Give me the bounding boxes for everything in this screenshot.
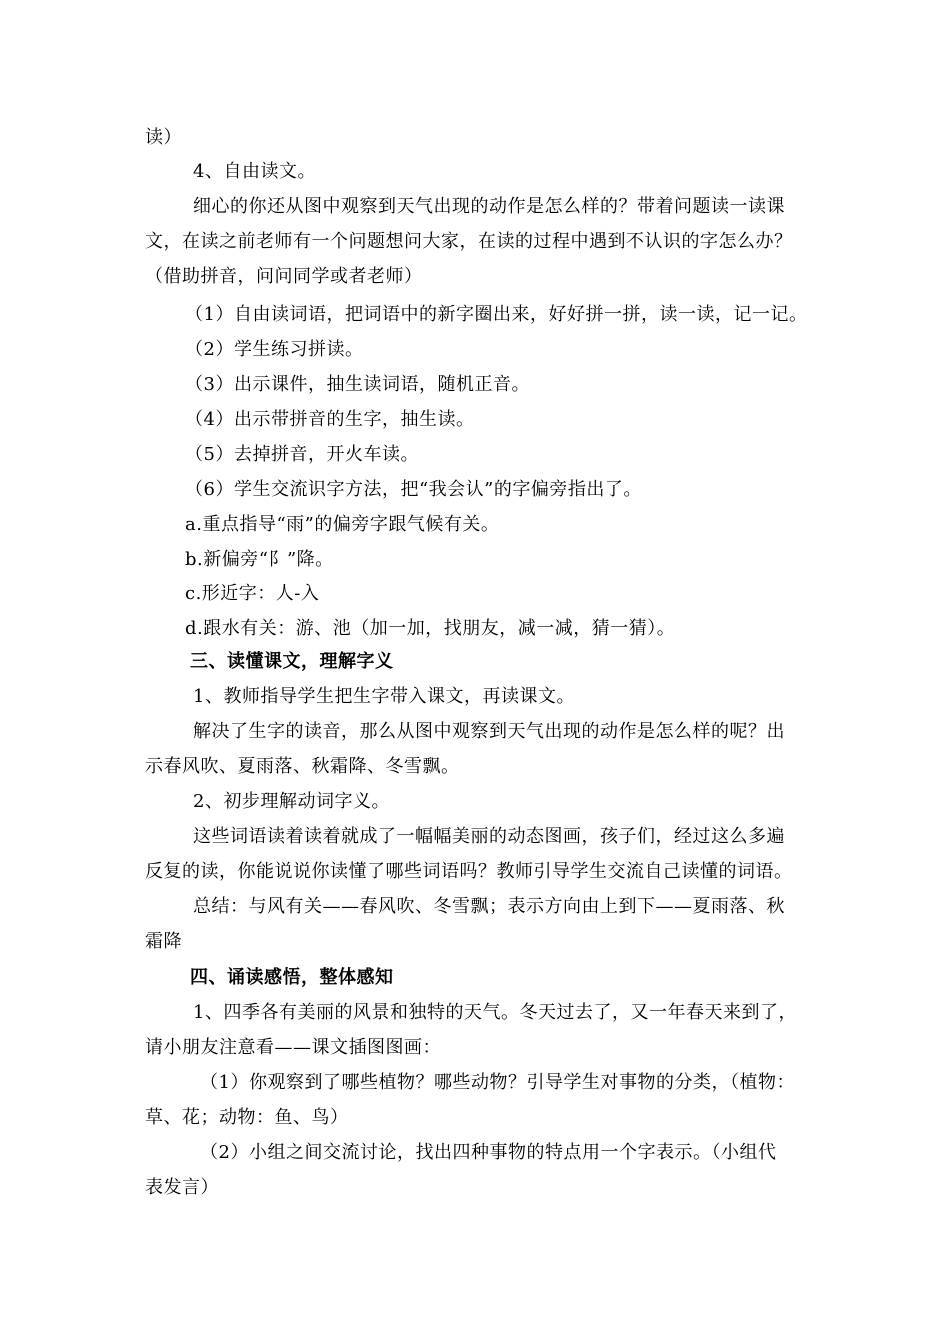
- paragraph-line: 示春风吹、夏雨落、秋霜降、冬雪飘。: [145, 756, 460, 777]
- paragraph-line: 细心的你还从图中观察到天气出现的动作是怎么样的？带着问题读一读课: [193, 196, 785, 217]
- list-item: 草、花；动物：鱼、鸟）: [145, 1107, 349, 1128]
- list-item: （2）学生练习拼读。: [185, 339, 364, 360]
- paragraph-line: 反复的读，你能说说你读懂了哪些词语吗？教师引导学生交流自己读懂的词语。: [145, 861, 793, 882]
- list-item: （4）出示带拼音的生字，抽生读。: [185, 409, 475, 430]
- section-heading: 三、读懂课文，理解字义: [190, 651, 394, 672]
- paragraph-line: 解决了生字的读音，那么从图中观察到天气出现的动作是怎么样的呢？出: [193, 721, 785, 742]
- list-item: （3）出示课件，抽生读词语，随机正音。: [185, 374, 530, 395]
- paragraph-line: （借助拼音，问问同学或者老师）: [145, 266, 423, 287]
- list-item: 表发言）: [145, 1177, 219, 1198]
- paragraph-line: 这些词语读着读着就成了一幅幅美丽的动态图画，孩子们，经过这么多遍: [193, 826, 785, 847]
- sub-list-item: b.新偏旁“阝”降。: [185, 549, 334, 570]
- paragraph-line: 请小朋友注意看——课文插图图画：: [145, 1037, 441, 1058]
- text-line: 4、自由读文。: [193, 161, 316, 182]
- sub-list-item: c.形近字：人-入: [185, 583, 320, 604]
- paragraph-line: 1、教师指导学生把生字带入课文，再读课文。: [193, 686, 575, 707]
- paragraph-line: 1、四季各有美丽的风景和独特的天气。冬天过去了，又一年春天来到了，: [193, 1002, 797, 1023]
- paragraph-line: 霜降: [145, 931, 182, 952]
- paragraph-line: 文，在读之前老师有一个问题想问大家，在读的过程中遇到不认识的字怎么办？: [145, 231, 793, 252]
- list-item: （2）小组之间交流讨论，找出四种事物的特点用一个字表示。（小组代: [200, 1142, 777, 1163]
- list-item: （1）自由读词语，把词语中的新字圈出来，好好拼一拼，读一读，记一记。: [185, 304, 808, 325]
- text-line: 读）: [145, 127, 182, 148]
- sub-list-item: d.跟水有关：游、池（加一加，找朋友，减一减，猜一猜）。: [185, 618, 676, 639]
- list-item: （1）你观察到了哪些植物？哪些动物？引导学生对事物的分类，（植物：: [200, 1072, 795, 1093]
- sub-list-item: a.重点指导“雨”的偏旁字跟气候有关。: [185, 514, 500, 535]
- list-item: （6）学生交流识字方法，把“我会认”的字偏旁指出了。: [185, 479, 642, 500]
- list-item: （5）去掉拼音，开火车读。: [185, 444, 419, 465]
- paragraph-line: 总结：与风有关——春风吹、冬雪飘；表示方向由上到下——夏雨落、秋: [193, 896, 785, 917]
- paragraph-line: 2、初步理解动词字义。: [193, 791, 390, 812]
- section-heading: 四、诵读感悟，整体感知: [190, 967, 394, 988]
